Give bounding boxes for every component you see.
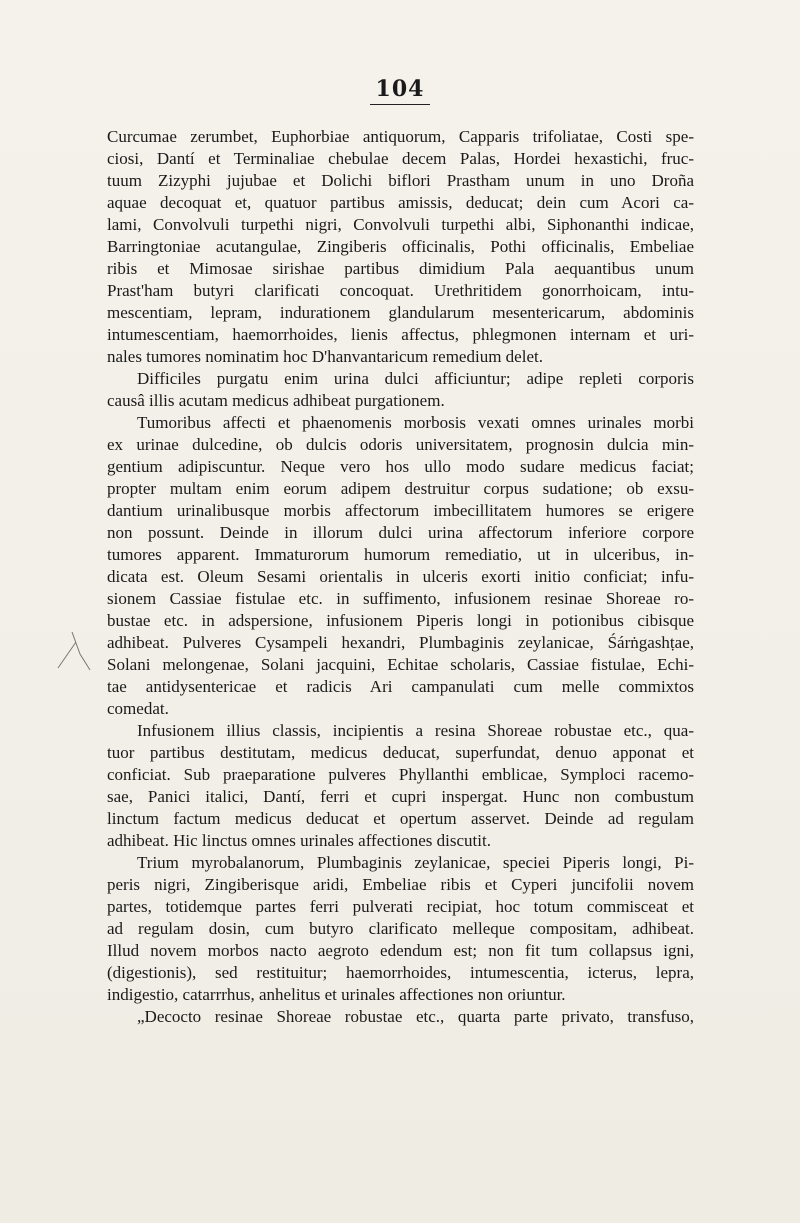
page-number: 104 xyxy=(0,76,800,105)
text-line: sae, Panici italici, Dantí, ferri et cupri inspergat. Hunc non combustum xyxy=(107,787,694,806)
text-line: Prast'ham butyri clarificati concoquat. Urethritidem gonorrhoicam, intu- xyxy=(107,281,694,300)
text-line: Infusionem illius classis, incipientis a resina Shoreae robustae etc., qua- xyxy=(137,721,694,740)
text-line: lami, Convolvuli turpethi nigri, Convolvuli turpethi albi, Siphonanthi indicae, xyxy=(107,215,694,234)
text-line: tumores apparent. Immaturorum humorum remediatio, ut in ulceribus, in- xyxy=(107,545,694,564)
text-line: dantium urinalibusque morbis affectorum imbecillitatem humores se erigere xyxy=(107,501,694,520)
text-line: (digestionis), sed restituitur; haemorrhoides, intumescentia, icterus, lepra, xyxy=(107,963,694,982)
text-line: gentium adipiscuntur. Neque vero hos ullo modo sudare medicus faciat; xyxy=(107,457,694,476)
text-line: nales tumores nominatim hoc D'hanvantaricum remedium delet. xyxy=(107,347,543,366)
text-line: tuum Zizyphi jujubae et Dolichi biflori Prastham unum in uno Droña xyxy=(107,171,694,190)
text-line: linctum factum medicus deducat et opertum asservet. Deinde ad regulam xyxy=(107,809,694,828)
text-line: propter multam enim eorum adipem destruitur corpus sudatione; ob exsu- xyxy=(107,479,694,498)
text-line: Barringtoniae acutangulae, Zingiberis officinalis, Pothi officinalis, Embeliae xyxy=(107,237,694,256)
text-line: Solani melongenae, Solani jacquini, Echitae scholaris, Cassiae fistulae, Echi- xyxy=(107,655,694,674)
text-line: non possunt. Deinde in illorum dulci urina affectorum inferiore corpore xyxy=(107,523,694,542)
text-line: aquae decoquat et, quatuor partibus amissis, deducat; dein cum Acori ca- xyxy=(107,193,694,212)
text-line: bustae etc. in adspersione, infusionem Piperis longi in potionibus cibisque xyxy=(107,611,694,630)
text-line: ribis et Mimosae sirishae partibus dimidium Pala aequantibus unum xyxy=(107,259,694,278)
text-line: causâ illis acutam medicus adhibeat purgationem. xyxy=(107,391,445,410)
text-line: ex urinae dulcedine, ob dulcis odoris universitatem, prognosin dulcia min- xyxy=(107,435,694,454)
text-line: Trium myrobalanorum, Plumbaginis zeylanicae, speciei Piperis longi, Pi- xyxy=(137,853,694,872)
text-line: partes, totidemque partes ferri pulverati recipiat, hoc totum commisceat et xyxy=(107,897,694,916)
text-line: intumescentiam, haemorrhoides, lienis affectus, phlegmonen internam et uri- xyxy=(107,325,694,344)
text-line: adhibeat. Pulveres Cysampeli hexandri, Plumbaginis zeylanicae, Śárṅgashṭae, xyxy=(107,633,694,652)
text-line: mescentiam, lepram, indurationem glandularum mesentericarum, abdominis xyxy=(107,303,694,322)
text-line: Difficiles purgatu enim urina dulci afficiuntur; adipe repleti corporis xyxy=(137,369,694,388)
text-line: tuor partibus destitutam, medicus deducat, superfundat, denuo apponat et xyxy=(107,743,694,762)
text-line: sionem Cassiae fistulae etc. in suffimento, infusionem resinae Shoreae ro- xyxy=(107,589,694,608)
text-line: Tumoribus affecti et phaenomenis morbosis vexati omnes urinales morbi xyxy=(137,413,694,432)
text-line: dicata est. Oleum Sesami orientalis in ulceris exorti initio conficiat; infu- xyxy=(107,567,694,586)
text-line: „Decocto resinae Shoreae robustae etc., quarta parte privato, transfuso, xyxy=(137,1007,694,1026)
text-line: indigestio, catarrrhus, anhelitus et urinales affectiones non oriuntur. xyxy=(107,985,566,1004)
text-line: adhibeat. Hic linctus omnes urinales affectiones discutit. xyxy=(107,831,491,850)
text-line: peris nigri, Zingiberisque aridi, Embeliae ribis et Cyperi juncifolii novem xyxy=(107,875,694,894)
pencil-margin-mark xyxy=(54,624,94,674)
text-line: ciosi, Dantí et Terminaliae chebulae decem Palas, Hordei hexastichi, fruc- xyxy=(107,149,694,168)
body-text xyxy=(107,126,694,1028)
text-line: ad regulam dosin, cum butyro clarificato melleque compositam, adhibeat. xyxy=(107,919,694,938)
text-line: Illud novem morbos nacto aegroto edendum est; non fit tum collapsus igni, xyxy=(107,941,694,960)
text-line: tae antidysentericae et radicis Ari campanulati cum melle commixtos xyxy=(107,677,694,696)
text-line: comedat. xyxy=(107,699,169,718)
text-line: Curcumae zerumbet, Euphorbiae antiquorum, Capparis trifoliatae, Costi spe- xyxy=(107,127,694,146)
text-line: conficiat. Sub praeparatione pulveres Phyllanthi emblicae, Symploci racemo- xyxy=(107,765,694,784)
